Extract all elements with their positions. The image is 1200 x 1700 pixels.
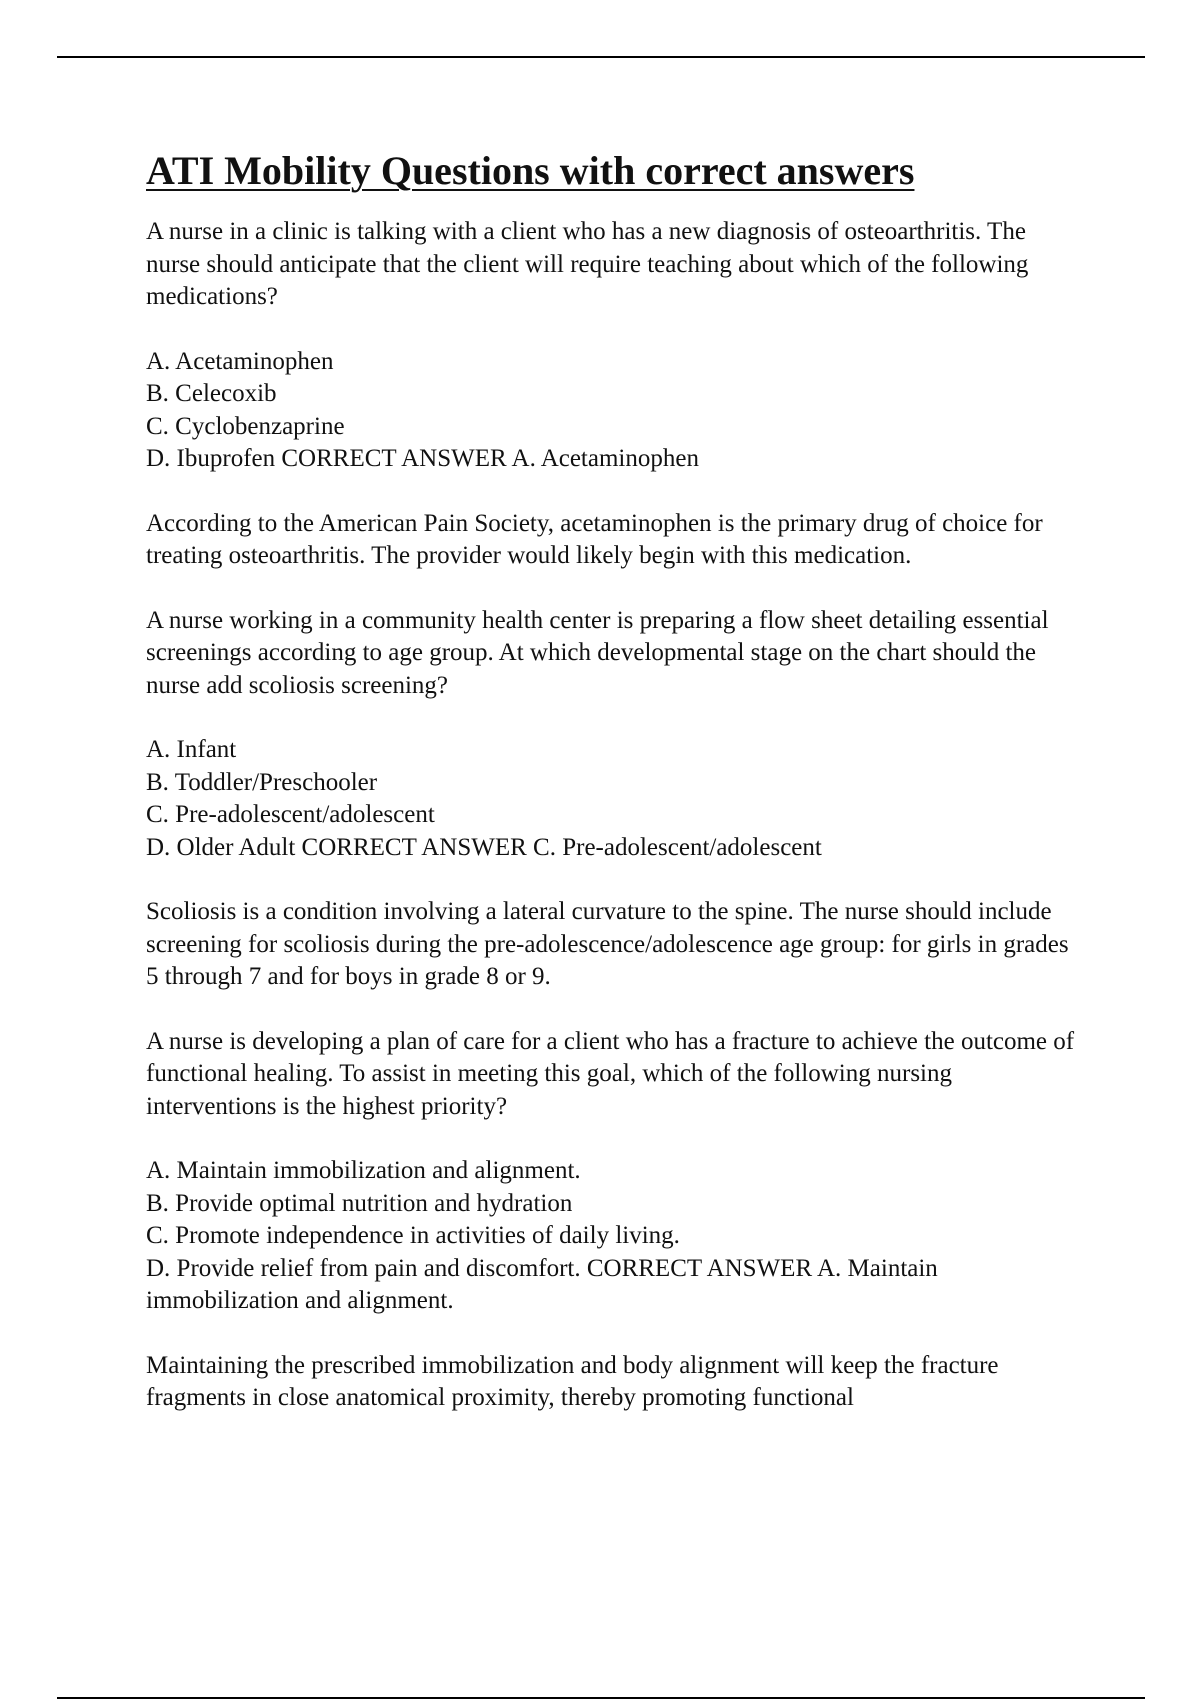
question-3-option-d-with-answer: D. Provide relief from pain and discomfort. CORRECT ANSWER A. Maintain immobilization and alignment.	[146, 1254, 938, 1314]
question-1-rationale: According to the American Pain Society, acetaminophen is the primary drug of choice for treating osteoarthritis. The provider would likely begin with this medication.	[146, 509, 1043, 569]
question-3-options	[146, 1155, 1086, 1318]
question-2-option-b: B. Toddler/Preschooler	[146, 768, 378, 796]
question-3-option-a: A. Maintain immobilization and alignment.	[146, 1157, 581, 1184]
question-1-option-b: B. Celecoxib	[146, 380, 277, 407]
question-2-options	[146, 734, 1086, 864]
question-2-option-a: A. Infant	[146, 736, 237, 763]
document-content	[146, 148, 1086, 1447]
question-1-option-d-with-answer: D. Ibuprofen CORRECT ANSWER A. Acetaminophen	[146, 445, 699, 472]
question-1-options	[146, 346, 1086, 476]
question-2-option-d-with-answer: D. Older Adult CORRECT ANSWER C. Pre-adolescent/adolescent	[146, 833, 822, 861]
question-3-option-c: C. Promote independence in activities of daily living.	[146, 1222, 680, 1249]
question-1-prompt: A nurse in a clinic is talking with a client who has a new diagnosis of osteoarthritis. The nurse should anticipate that the client will require teaching about which of the following medications?	[146, 218, 1029, 310]
question-1-option-c: C. Cyclobenzaprine	[146, 412, 345, 440]
question-2-rationale: Scoliosis is a condition involving a lateral curvature to the spine. The nurse should include screening for scoliosis during the pre-adolescence/adolescence age group: for girls in grades 5 through 7 and for boys in grade 8 or 9.	[146, 898, 1069, 990]
question-3-option-b: B. Provide optimal nutrition and hydration	[146, 1189, 573, 1217]
question-3-rationale: Maintaining the prescribed immobilization and body alignment will keep the fracture fragments in close anatomical proximity, thereby promoting functional	[146, 1351, 999, 1411]
question-2-option-c: C. Pre-adolescent/adolescent	[146, 801, 435, 828]
header-rule	[57, 56, 1145, 58]
footer-rule	[57, 1697, 1145, 1699]
question-3-prompt: A nurse is developing a plan of care for a client who has a fracture to achieve the outcome of functional healing. To assist in meeting this goal, which of the following nursing interventions is the highest priority?	[146, 1027, 1075, 1120]
document-title: ATI Mobility Questions with correct answers	[146, 148, 915, 193]
question-1-option-a: A. Acetaminophen	[146, 347, 334, 375]
question-2-prompt: A nurse working in a community health center is preparing a flow sheet detailing essential screenings according to age group. At which developmental stage on the chart should the nurse add scoliosis screening?	[146, 606, 1049, 699]
